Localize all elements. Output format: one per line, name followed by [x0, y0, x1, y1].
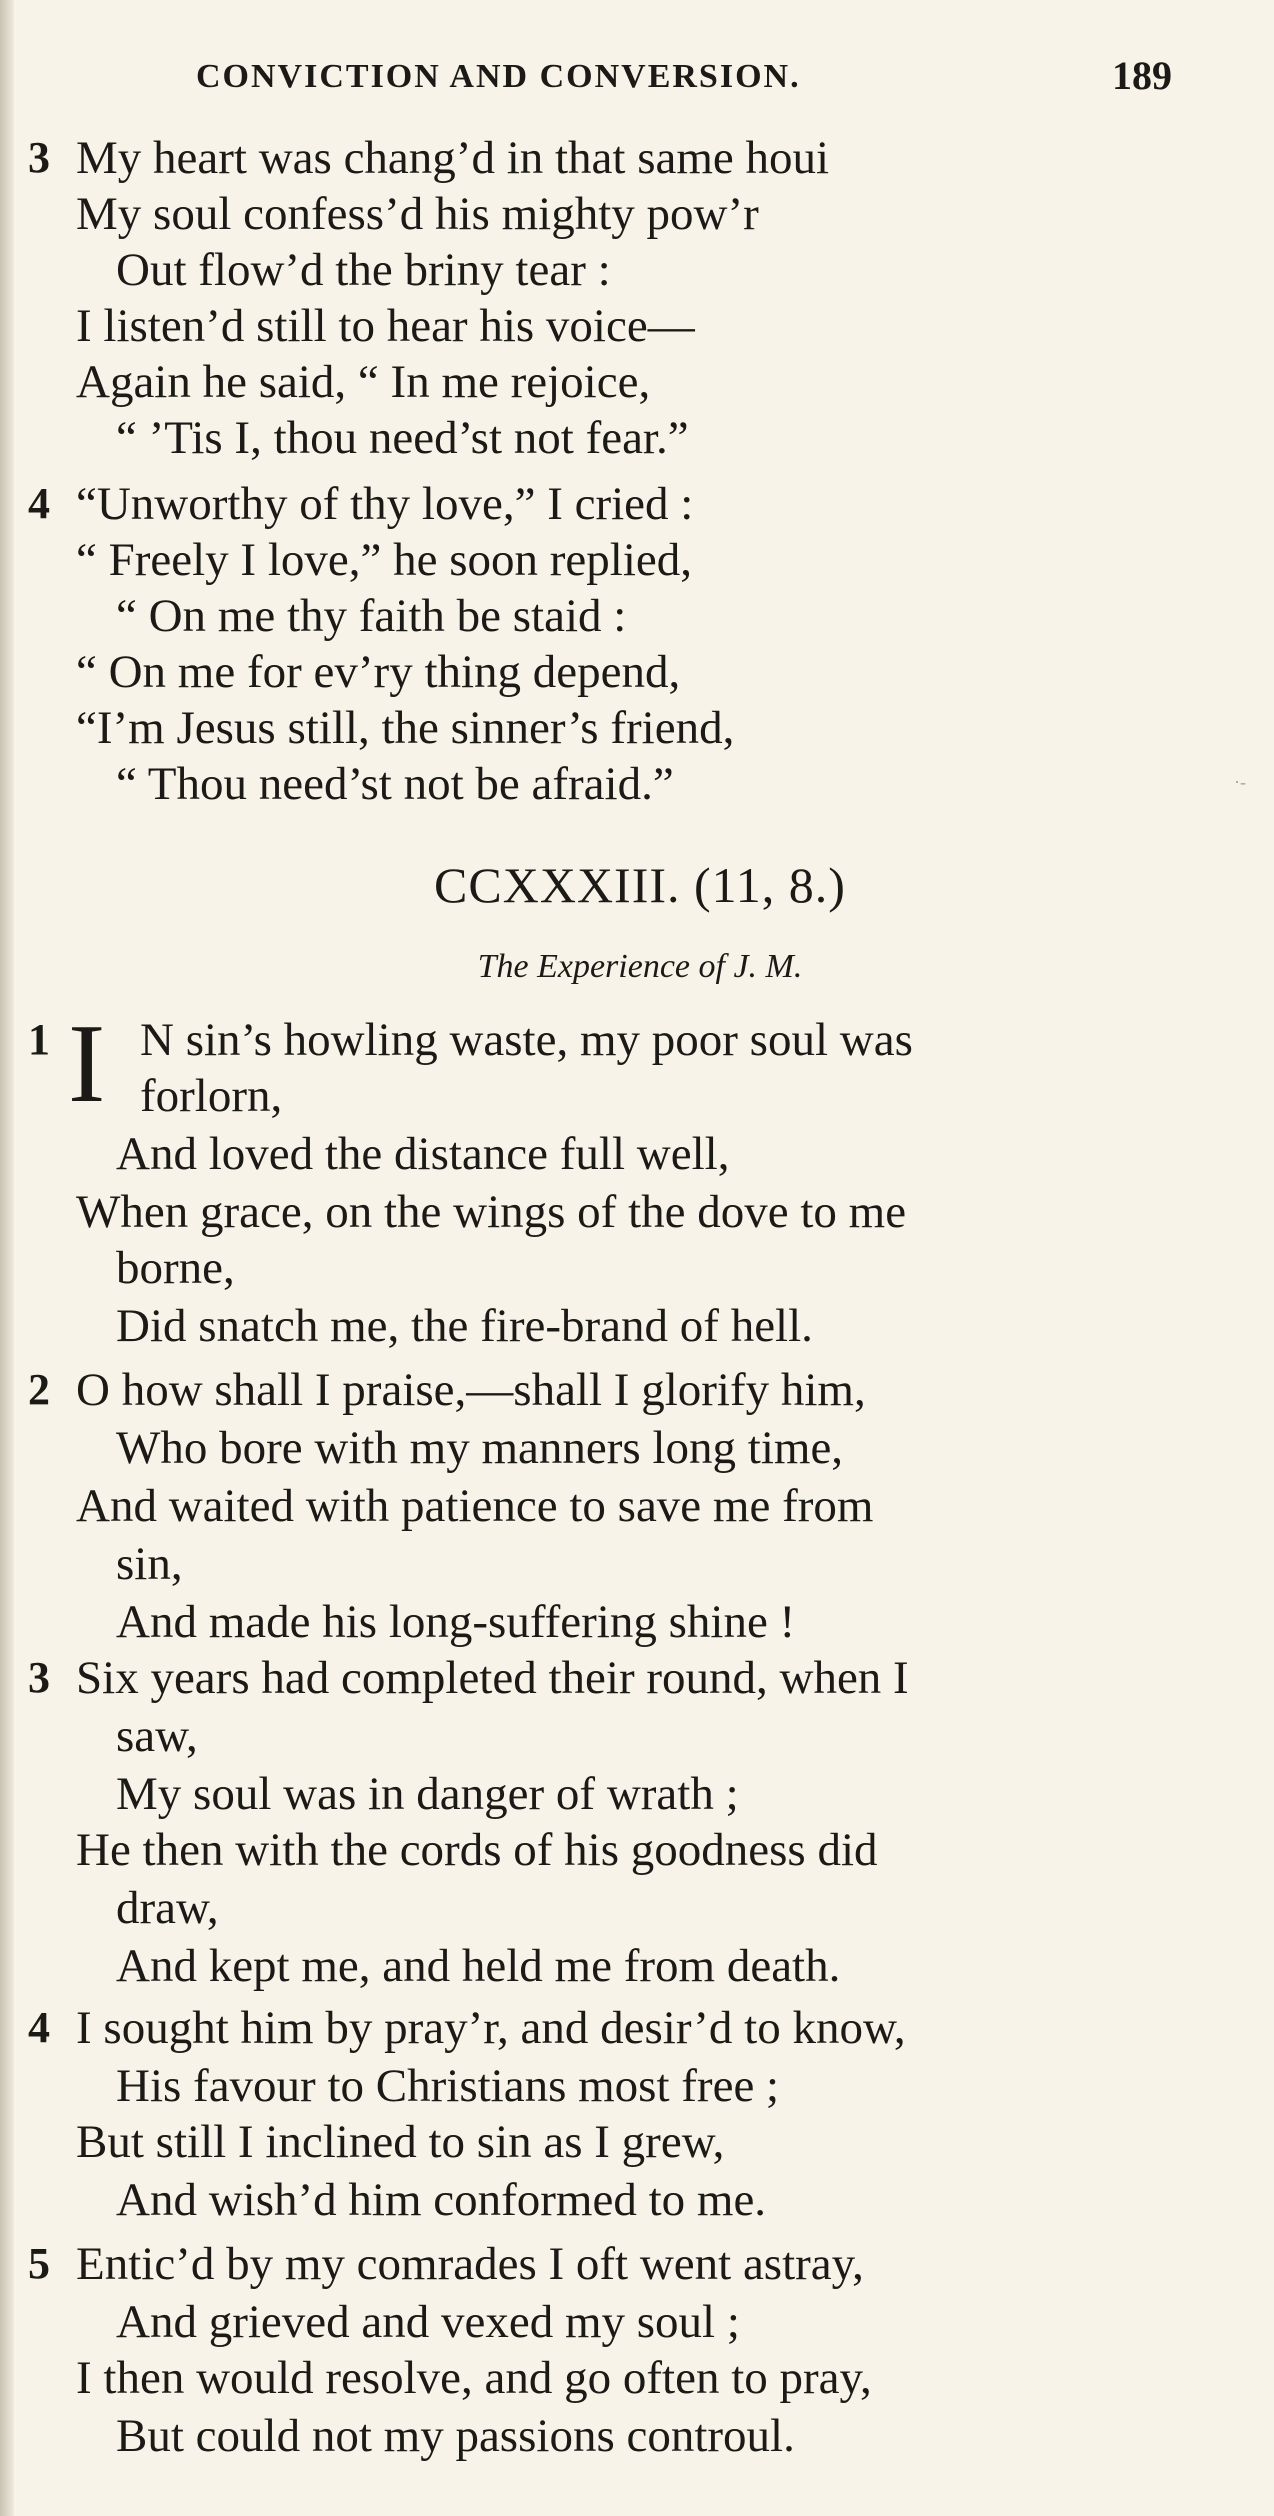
verse-line: His favour to Christians most free ; — [116, 2060, 780, 2112]
stanza-number: 1 — [28, 1015, 50, 1064]
stanza-number: 4 — [28, 479, 50, 528]
verse-line: I then would resolve, and go often to pray, — [76, 2352, 872, 2404]
verse-line: Out flow’d the briny tear : — [116, 244, 611, 296]
verse-line: borne, — [116, 1242, 235, 1294]
verse-line: sin, — [116, 1538, 183, 1590]
verse-line: “ Thou need’st not be afraid.” — [116, 758, 674, 810]
verse-line: “ On me for ev’ry thing depend, — [76, 646, 681, 698]
verse-line: My soul confess’d his mighty pow’r — [76, 188, 759, 240]
verse-line: Six years had completed their round, when I — [76, 1652, 909, 1704]
page-number: 189 — [1112, 53, 1172, 98]
print-smudge: ·- — [1234, 772, 1246, 792]
verse-line: saw, — [116, 1710, 198, 1762]
verse-line: “ ’Tis I, thou need’st not fear.” — [116, 412, 689, 464]
verse-line: But could not my passions controul. — [116, 2410, 795, 2462]
verse-line: I listen’d still to hear his voice— — [76, 300, 695, 352]
stanza-number: 5 — [28, 2239, 50, 2288]
hymn-subtitle: The Experience of J. M. — [477, 948, 803, 985]
verse-line: “ Freely I love,” he soon replied, — [76, 534, 693, 586]
verse-line: I sought him by pray’r, and desir’d to know, — [76, 2002, 906, 2054]
verse-line: “Unworthy of thy love,” I cried : — [76, 478, 694, 530]
verse-line: And wish’d him conformed to me. — [116, 2174, 767, 2226]
verse-line: Did snatch me, the fire-brand of hell. — [116, 1300, 813, 1352]
drop-cap: I — [68, 1002, 106, 1126]
verse-line: “ On me thy faith be staid : — [116, 590, 627, 642]
verse-line: And waited with patience to save me from — [76, 1480, 874, 1532]
verse-line: Again he said, “ In me rejoice, — [76, 356, 651, 408]
running-header: CONVICTION AND CONVERSION. — [196, 58, 801, 95]
verse-line: And made his long-suffering shine ! — [116, 1596, 796, 1648]
verse-line: And loved the distance full well, — [116, 1128, 730, 1180]
verse-line: And grieved and vexed my soul ; — [116, 2296, 740, 2348]
verse-line: “I’m Jesus still, the sinner’s friend, — [76, 702, 735, 754]
verse-line: My heart was chang’d in that same houi — [76, 132, 830, 184]
verse-line: He then with the cords of his goodness did — [76, 1824, 878, 1876]
verse-line: Who bore with my manners long time, — [116, 1422, 844, 1474]
verse-line: N sin’s howling waste, my poor soul was — [140, 1014, 913, 1066]
verse-line: forlorn, — [140, 1070, 283, 1122]
stanza-number: 4 — [28, 2003, 50, 2052]
verse-line: Entic’d by my comrades I oft went astray, — [76, 2238, 864, 2290]
stanza-number: 3 — [28, 1653, 50, 1702]
verse-line: When grace, on the wings of the dove to me — [76, 1186, 907, 1238]
verse-line: And kept me, and held me from death. — [116, 1940, 841, 1992]
verse-line: But still I inclined to sin as I grew, — [76, 2116, 725, 2168]
verse-line: My soul was in danger of wrath ; — [116, 1768, 739, 1820]
verse-line: O how shall I praise,—shall I glorify him, — [76, 1364, 866, 1416]
verse-line: draw, — [116, 1882, 219, 1934]
hymn-title: CCXXXIII. (11, 8.) — [434, 857, 846, 913]
stanza-number: 2 — [28, 1365, 50, 1414]
stanza-number: 3 — [28, 133, 50, 182]
